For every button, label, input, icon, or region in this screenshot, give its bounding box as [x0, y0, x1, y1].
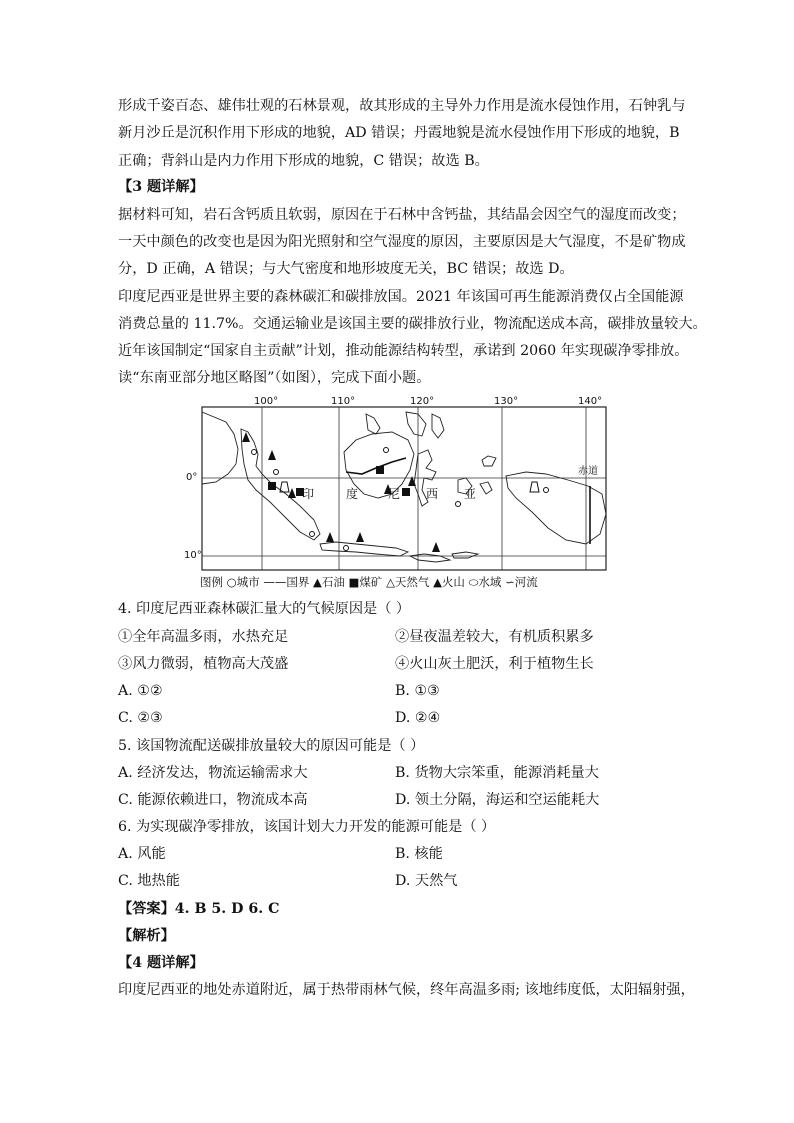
option: A. 经济发达，物流运输需求大 [118, 765, 308, 781]
southeast-asia-map [184, 394, 611, 591]
text-line: 消费总量的 11.7%。交通运输业是该国主要的碳排放行业，物流配送成本高，碳排放量较大。 [118, 316, 707, 332]
coal-icon: ■ [348, 575, 360, 589]
legend-title: 图例 [200, 575, 223, 589]
lat-label-0: 0° [186, 472, 198, 483]
river-icon: ∽ [505, 575, 515, 589]
option: ④火山灰土肥沃，利于植物生长 [395, 656, 594, 672]
analysis-heading: 【解析】 [118, 928, 175, 944]
option: ①全年高温多雨，水热充足 [118, 629, 289, 645]
legend-item: 煤矿 [359, 575, 383, 589]
text-line: 据材料可知，岩石含钙质且软弱，原因在于石林中含钙盐，其结晶会因空气的湿度而改变； [118, 207, 686, 223]
legend-item: 国界 [286, 575, 310, 589]
lon-label-120: 120° [410, 396, 435, 407]
legend-item: 水域 [478, 575, 502, 589]
option: D. 天然气 [395, 873, 458, 889]
country-char: 度 [346, 487, 359, 501]
question-stem: 4. 印度尼西亚森林碳汇量大的气候原因是（ ） [118, 601, 411, 617]
option: D. 领土分隔，海运和空运能耗大 [395, 792, 600, 808]
legend-item: 河流 [514, 575, 538, 589]
text-line: 近年该国制定“国家自主贡献”计划，推动能源结构转型，承诺到 2060 年实现碳净零排放。 [118, 343, 689, 359]
lon-label-110: 110° [331, 396, 356, 407]
option: D. ②④ [395, 710, 441, 726]
option: C. ②③ [118, 710, 163, 726]
oil-icon: ▲ [313, 575, 322, 589]
lon-label-100: 100° [254, 396, 279, 407]
city-icon: ○ [226, 575, 237, 589]
text-line: 印度尼西亚的地处赤道附近，属于热带雨林气候，终年高温多雨; 该地纬度低，太阳辐射强， [118, 982, 695, 998]
gas-icon: △ [386, 575, 395, 589]
option: A. 风能 [118, 846, 166, 862]
map-legend [200, 574, 538, 590]
lat-label-10: 10° [184, 550, 202, 561]
legend-item: 火山 [441, 575, 465, 589]
answer-line: 【答案】4. B 5. D 6. C [118, 901, 280, 917]
option: B. ①③ [395, 683, 440, 699]
question-stem: 6. 为实现碳净零排放，该国计划大力开发的能源可能是（ ） [118, 819, 496, 835]
option: B. 货物大宗笨重，能源消耗量大 [395, 765, 599, 781]
option: B. 核能 [395, 846, 443, 862]
option: C. 能源依赖进口，物流成本高 [118, 792, 308, 808]
country-char: 尼 [388, 487, 401, 501]
text-line: 新月沙丘是沉积作用下形成的地貌，AD 错误；丹霞地貌是流水侵蚀作用下形成的地貌，B [118, 125, 680, 141]
option: ②昼夜温差较大，有机质积累多 [395, 629, 594, 645]
section-heading: 【4 题详解】 [118, 955, 204, 971]
border-icon: —— [263, 575, 287, 589]
legend-item: 城市 [236, 575, 260, 589]
text-line: 读“东南亚部分地区略图”（如图），完成下面小题。 [118, 370, 431, 386]
text-line: 分，D 正确，A 错误；与大气密度和地形坡度无关，BC 错误；故选 D。 [118, 261, 574, 277]
lon-label-130: 130° [494, 396, 519, 407]
question-stem: 5. 该国物流配送碳排放量较大的原因可能是（ ） [118, 738, 425, 754]
country-char: 印 [302, 487, 315, 501]
text-line: 一天中颜色的改变也是因为阳光照射和空气湿度的原因，主要原因是大气湿度，不是矿物成 [118, 234, 686, 250]
lon-label-140: 140° [578, 396, 603, 407]
country-char: 西 [426, 487, 439, 501]
section-heading: 【3 题详解】 [118, 179, 204, 195]
text-line: 印度尼西亚是世界主要的森林碳汇和碳排放国。2021 年该国可再生能源消费仅占全国能源 [118, 289, 684, 305]
option: A. ①② [118, 683, 163, 699]
option: C. 地热能 [118, 873, 180, 889]
option: ③风力微弱，植物高大茂盛 [118, 656, 289, 672]
volcano-icon: ▲ [433, 575, 442, 589]
text-line: 形成千姿百态、雄伟壮观的石林景观，故其形成的主导外力作用是流水侵蚀作用，石钟乳与 [118, 98, 686, 114]
country-char: 亚 [464, 487, 477, 501]
water-icon: ⬭ [468, 575, 479, 589]
legend-item: 天然气 [394, 575, 430, 589]
equator-label: 赤道 [578, 466, 598, 477]
legend-item: 石油 [321, 575, 345, 589]
text-line: 正确；背斜山是内力作用下形成的地貌，C 错误；故选 B。 [118, 153, 489, 169]
